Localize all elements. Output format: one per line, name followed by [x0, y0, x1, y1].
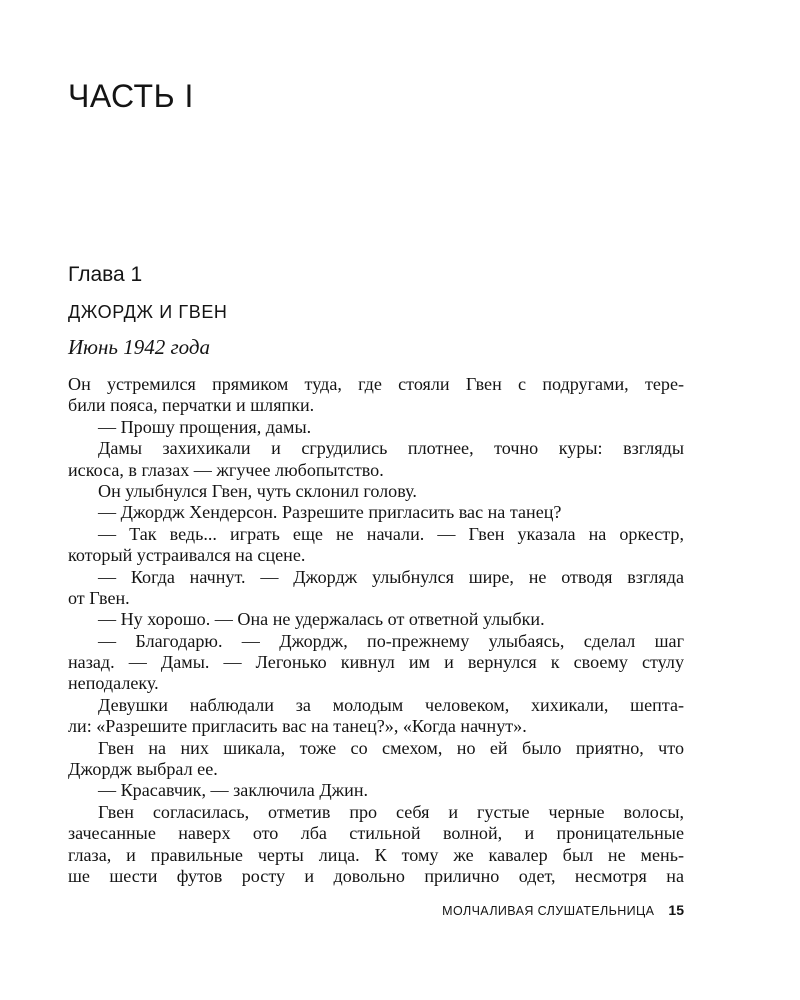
text-line: — Так ведь... играть еще не начали. — Гвен указала на оркестр, [98, 523, 684, 544]
text-line: — Джордж Хендерсон. Разрешите пригласить вас на танец? [98, 502, 562, 523]
text-line: Гвен согласилась, отметив про себя и густые черные волосы, [98, 801, 684, 822]
chapter-date: Июнь 1942 года [68, 335, 210, 359]
text-line: глаза, и правильные черты лица. К тому же кавалер был не мень- [68, 844, 684, 865]
text-line: били пояса, перчатки и шляпки. [68, 395, 315, 416]
text-line: назад. — Дамы. — Легонько кивнул им и вернулся к своему стулу [68, 652, 684, 673]
text-line: искоса, в глазах — жгучее любопытство. [68, 459, 384, 480]
page-footer [442, 902, 684, 918]
text-line: от Гвен. [68, 587, 130, 608]
text-line: — Красавчик, — заключила Джин. [98, 780, 369, 801]
text-line: — Когда начнут. — Джордж улыбнулся шире, не отводя взгляда [98, 566, 684, 587]
text-line: Джордж выбрал ее. [68, 759, 218, 780]
chapter-title: ДЖОРДЖ И ГВЕН [68, 302, 228, 322]
text-line: ли: «Разрешите пригласить вас на танец?», «Когда начнут». [68, 716, 527, 737]
text-line: Он улыбнулся Гвен, чуть склонил голову. [98, 480, 417, 501]
text-line: Гвен на них шикала, тоже со смехом, но ей было приятно, что [98, 737, 684, 758]
part-title: ЧАСТЬ I [68, 78, 194, 114]
text-line: — Ну хорошо. — Она не удержалась от ответной улыбки. [98, 609, 545, 630]
text-line: который устраивался на сцене. [68, 545, 306, 566]
body-text [68, 374, 684, 887]
text-line: Он устремился прямиком туда, где стояли Гвен с подругами, тере- [68, 374, 684, 394]
text-line: — Благодарю. — Джордж, по-прежнему улыбаясь, сделал шаг [98, 630, 684, 651]
running-title: МОЛЧАЛИВАЯ СЛУШАТЕЛЬНИЦА [442, 904, 655, 918]
page-number: 15 [668, 902, 684, 918]
text-line: — Прошу прощения, дамы. [98, 416, 312, 437]
chapter-number: Глава 1 [68, 263, 143, 286]
text-line: зачесанные наверх ото лба стильной волной, и проницательные [68, 823, 684, 844]
text-line: Девушки наблюдали за молодым человеком, хихикали, шепта- [98, 694, 684, 715]
text-line: ше шести футов росту и довольно прилично одет, несмотря на [68, 865, 684, 886]
text-line: Дамы захихикали и сгрудились плотнее, точно куры: взгляды [98, 438, 684, 459]
text-line: неподалеку. [68, 673, 159, 694]
